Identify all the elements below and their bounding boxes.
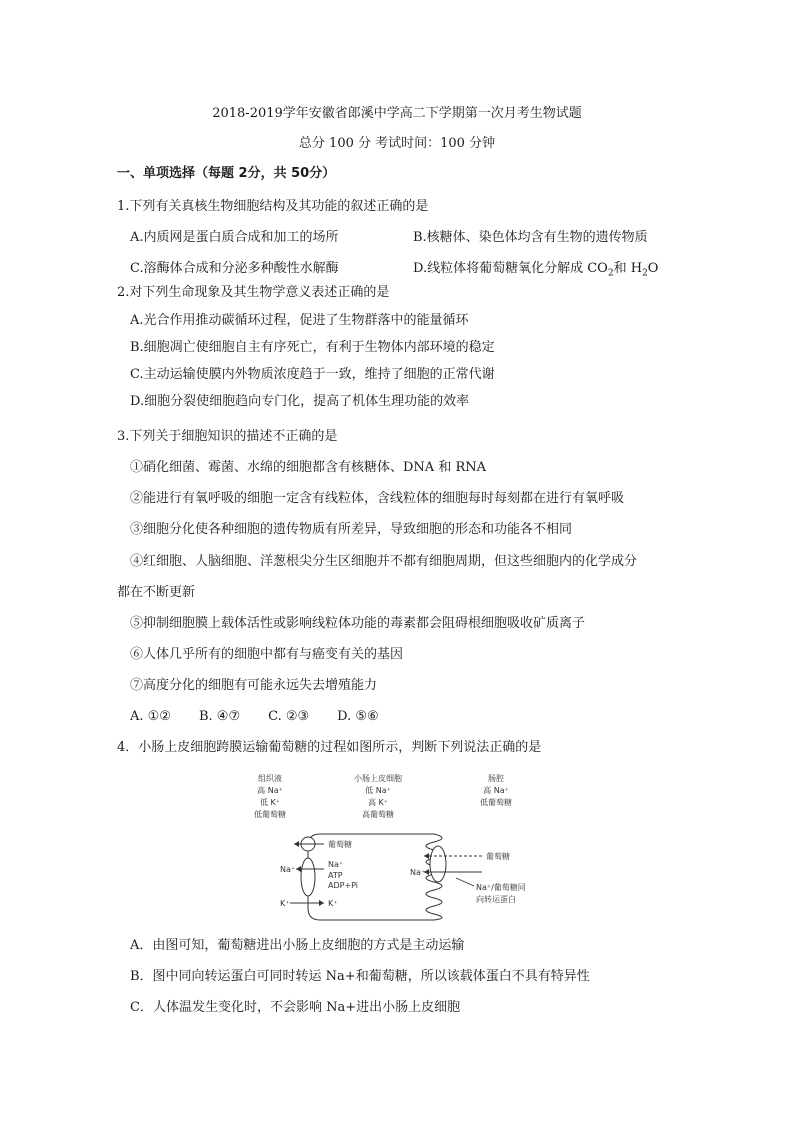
q3-option-a: A. ①② bbox=[130, 709, 171, 724]
arrowhead bbox=[424, 853, 429, 859]
exam-info: 总分 100 分 考试时间：100 分钟 bbox=[298, 136, 496, 151]
q2-option-d: D.细胞分裂使细胞趋向专门化，提高了机体生理功能的效率 bbox=[130, 394, 470, 409]
diagram-label: 低 Na⁺ bbox=[365, 786, 391, 795]
q3-statement-1: ①硝化细菌、霉菌、水绵的细胞都含有核糖体、DNA 和 RNA bbox=[130, 460, 487, 475]
diagram-label: 小肠上皮细胞 bbox=[354, 774, 402, 783]
question-4-stem: 4．小肠上皮细胞跨膜运输葡萄糖的过程如图所示，判断下列说法正确的是 bbox=[117, 740, 542, 755]
q3-statement-7: ⑦高度分化的细胞有可能永远失去增殖能力 bbox=[130, 678, 378, 693]
na-label-right: Na⁺ bbox=[410, 868, 426, 877]
sodium-potassium-pump bbox=[301, 858, 315, 896]
q3-statement-4: ④红细胞、人脑细胞、洋葱根尖分生区细胞并不都有细胞周期，但这些细胞内的化学成分 bbox=[130, 554, 638, 569]
diagram-label: 低葡萄糖 bbox=[480, 798, 512, 807]
diagram-label: 低葡萄糖 bbox=[254, 810, 286, 819]
cotransporter-label: 向转运蛋白 bbox=[476, 895, 516, 904]
leader-line bbox=[456, 878, 474, 886]
q1-option-d: D.线粒体将葡萄糖氧化分解成 $CO_2$和 $H_2O$ bbox=[413, 261, 659, 279]
k-in-label: K⁺ bbox=[328, 899, 338, 908]
q3-options bbox=[130, 709, 407, 725]
epithelial-cell-labels bbox=[354, 773, 402, 819]
diagram-label: 高 Na⁺ bbox=[483, 786, 509, 795]
diagram-label: 高葡萄糖 bbox=[362, 810, 394, 819]
q3-statement-3: ③细胞分化使各种细胞的遗传物质有所差异，导致细胞的形态和功能各不相同 bbox=[130, 522, 573, 537]
q4-option-c: C．人体温发生变化时，不会影响 Na+进出小肠上皮细胞 bbox=[130, 1000, 461, 1015]
glucose-label-right: 葡萄糖 bbox=[486, 852, 510, 861]
diagram-label: 高 Na⁺ bbox=[257, 786, 283, 795]
arrowhead bbox=[296, 866, 301, 872]
q3-option-d: D. ⑤⑥ bbox=[337, 709, 379, 724]
na-out-label: Na⁺ bbox=[280, 865, 296, 874]
diagram-label: 组织液 bbox=[258, 774, 282, 783]
q1-option-b: B.核糖体、染色体均含有生物的遗传物质 bbox=[413, 230, 648, 245]
na-glucose-cotransporter bbox=[430, 846, 446, 882]
adp-label: ADP+Pi bbox=[328, 881, 359, 890]
atp-label: ATP bbox=[328, 871, 343, 880]
q3-statement-4-cont: 都在不断更新 bbox=[117, 585, 196, 600]
cotransporter-label: Na⁺/葡萄糖同 bbox=[476, 883, 526, 892]
q3-statement-5: ⑤抑制细胞膜上载体活性或影响线粒体功能的毒素都会阻碍根细胞吸收矿质离子 bbox=[130, 616, 586, 631]
arrowhead bbox=[294, 841, 299, 847]
q4-option-b: B．图中同向转运蛋白可同时转运 Na+和葡萄糖，所以该载体蛋白不具有特异性 bbox=[130, 969, 590, 984]
q3-option-b: B. ④⑦ bbox=[198, 709, 241, 724]
question-3-stem: 3.下列关于细胞知识的描述不正确的是 bbox=[117, 429, 338, 444]
arrowhead bbox=[319, 900, 324, 906]
tissue-fluid-labels bbox=[254, 773, 286, 819]
q3-statement-6: ⑥人体几乎所有的细胞中都有与癌变有关的基因 bbox=[130, 647, 404, 662]
cell-membrane bbox=[308, 834, 434, 920]
diagram-label: 低 K⁺ bbox=[259, 798, 281, 807]
section-heading: 一、单项选择（每题 2分，共 50分） bbox=[117, 166, 336, 181]
q1-option-a: A.内质网是蛋白质合成和加工的场所 bbox=[130, 230, 339, 245]
intestinal-lumen-labels bbox=[480, 773, 512, 807]
q2-option-b: B.细胞凋亡使细胞自主有序死亡，有利于生物体内部环境的稳定 bbox=[130, 340, 495, 355]
q1-option-c: C.溶酶体合成和分泌多种酸性水解酶 bbox=[130, 261, 339, 276]
question-2-stem: 2.对下列生命现象及其生物学意义表述正确的是 bbox=[117, 285, 390, 300]
page-title: 2018-2019学年安徽省郎溪中学高二下学期第一次月考生物试题 bbox=[212, 106, 582, 121]
glucose-label-left: 葡萄糖 bbox=[328, 840, 352, 849]
na-in-label: Na⁺ bbox=[328, 860, 344, 869]
q2-option-c: C.主动运输使膜内外物质浓度趋于一致，维持了细胞的正常代谢 bbox=[130, 367, 495, 382]
diagram-label: 高 K⁺ bbox=[367, 798, 389, 807]
k-out-label: K⁺ bbox=[280, 899, 290, 908]
question-1-stem: 1.下列有关真核生物细胞结构及其功能的叙述正确的是 bbox=[117, 199, 429, 214]
diagram-label: 肠腔 bbox=[488, 774, 504, 783]
q4-option-a: A．由图可知，葡萄糖进出小肠上皮细胞的方式是主动运输 bbox=[130, 938, 465, 953]
q3-statement-2: ②能进行有氧呼吸的细胞一定含有线粒体，含线粒体的细胞每时每刻都在进行有氧呼吸 bbox=[130, 491, 625, 506]
q3-option-c: C. ②③ bbox=[268, 709, 310, 724]
q2-option-a: A.光合作用推动碳循环过程，促进了生物群落中的能量循环 bbox=[130, 313, 469, 328]
glucose-transport-diagram bbox=[238, 772, 530, 922]
